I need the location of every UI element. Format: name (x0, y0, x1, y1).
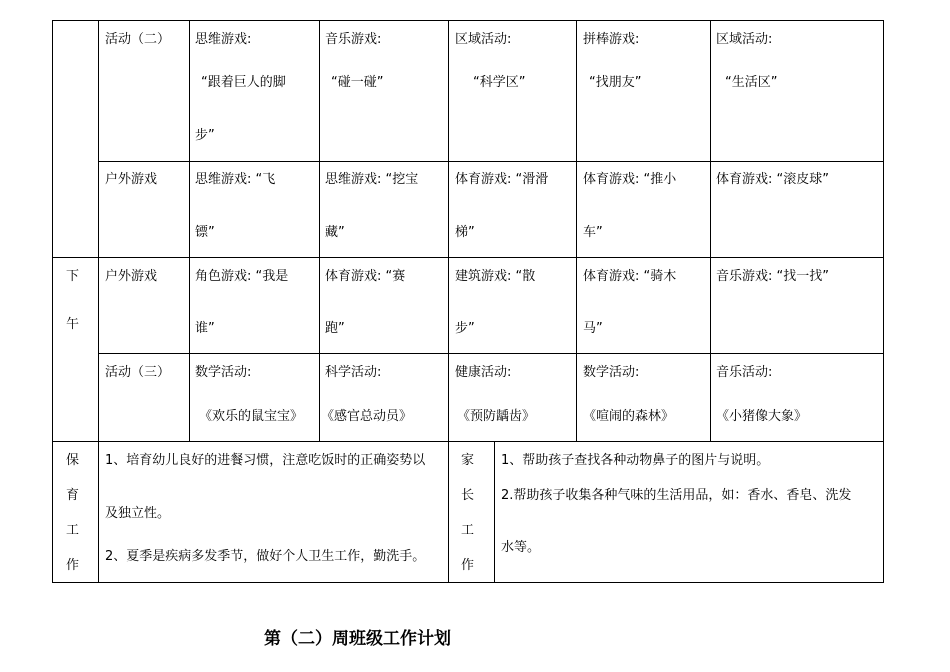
table-cell-line: 体育游戏: “滑滑 (455, 172, 549, 187)
table-border-left (52, 20, 53, 583)
col-divider-6 (710, 20, 711, 442)
table-cell-line: 跑” (325, 321, 345, 336)
table-cell-line: 体育游戏: “推小 (583, 172, 677, 187)
row-divider-4 (52, 441, 884, 442)
table-cell-line: 建筑游戏: “散 (455, 269, 536, 284)
row-divider-3 (98, 353, 884, 354)
row-label: 户外游戏 (105, 172, 158, 187)
parent-label-char: 家 (461, 453, 475, 468)
afternoon-label-char: 午 (66, 317, 80, 332)
row-label: 活动（三） (105, 365, 171, 380)
table-cell-line: “找朋友” (589, 75, 642, 90)
table-border-bottom (52, 582, 884, 583)
table-cell-line: 音乐活动: (716, 365, 773, 380)
table-cell-line: 思维游戏: “挖宝 (325, 172, 419, 187)
parent-text-line: 1、帮助孩子查找各种动物鼻子的图片与说明。 (501, 453, 770, 468)
care-label-char: 保 (66, 453, 80, 468)
table-cell-line: “科学区” (473, 75, 526, 90)
care-label-char: 工 (66, 523, 80, 538)
table-cell-line: 梯” (455, 225, 475, 240)
care-text-line: 及独立性。 (105, 506, 171, 521)
table-cell-line: 《感官总动员》 (321, 409, 413, 424)
care-text-line: 1、培育幼儿良好的进餐习惯，注意吃饭时的正确姿势以 (105, 453, 426, 468)
parent-text-line: 2.帮助孩子收集各种气味的生活用品，如：香水、香皂、洗发 (501, 488, 852, 503)
table-cell-line: 体育游戏: “骑木 (583, 269, 677, 284)
table-cell-line: 步” (195, 128, 215, 143)
table-cell-line: 镖” (195, 225, 215, 240)
table-cell-line: 区域活动: (716, 32, 773, 47)
table-cell-line: 拼棒游戏: (583, 32, 640, 47)
parent-label-char: 作 (461, 558, 475, 573)
table-cell-line: 车” (583, 225, 603, 240)
row-label: 户外游戏 (105, 269, 158, 284)
col-divider-4 (448, 20, 449, 583)
table-cell-line: 《预防龋齿》 (457, 409, 536, 424)
col-divider-5 (576, 20, 577, 442)
table-cell-line: “生活区” (725, 75, 778, 90)
table-cell-line: 步” (455, 321, 475, 336)
table-cell-line: 《喧闹的森林》 (583, 409, 675, 424)
table-cell-line: 音乐游戏: “找一找” (716, 269, 829, 284)
table-cell-line: 音乐游戏: (325, 32, 382, 47)
col-divider-2 (189, 20, 190, 442)
row-label: 活动（二） (105, 32, 171, 47)
table-cell-line: 马” (583, 321, 603, 336)
table-cell-line: 《小猪像大象》 (716, 409, 808, 424)
afternoon-label-char: 下 (66, 269, 80, 284)
table-cell-line: 体育游戏: “赛 (325, 269, 406, 284)
care-label-char: 作 (66, 558, 80, 573)
col-divider-7 (494, 441, 495, 583)
care-text-line: 2、夏季是疾病多发季节，做好个人卫生工作，勤洗手。 (105, 549, 426, 564)
table-cell-line: 《欢乐的鼠宝宝》 (199, 409, 304, 424)
row-divider-2 (52, 257, 884, 258)
col-divider-3 (319, 20, 320, 442)
table-cell-line: 体育游戏: “滚皮球” (716, 172, 829, 187)
table-cell-line: 谁” (195, 321, 215, 336)
parent-label-char: 工 (461, 523, 475, 538)
table-cell-line: 健康活动: (455, 365, 512, 380)
section-title-text: 第（二）周班级工作计划 (264, 629, 451, 649)
table-cell-line: 藏” (325, 225, 345, 240)
table-cell-line: 角色游戏: “我是 (195, 269, 289, 284)
row-divider-1 (98, 161, 884, 162)
table-cell-line: 科学活动: (325, 365, 382, 380)
table-cell-line: 思维游戏: (195, 32, 252, 47)
care-label-char: 育 (66, 488, 80, 503)
parent-text-line: 水等。 (501, 540, 541, 555)
table-cell-line: “碰一碰” (331, 75, 384, 90)
table-cell-line: 区域活动: (455, 32, 512, 47)
table-cell-line: “跟着巨人的脚 (201, 75, 286, 90)
table-border-right (883, 20, 884, 583)
table-cell-line: 思维游戏: “飞 (195, 172, 276, 187)
table-border-top (52, 20, 884, 21)
col-divider-1 (98, 20, 99, 583)
table-cell-line: 数学活动: (195, 365, 252, 380)
table-cell-line: 数学活动: (583, 365, 640, 380)
parent-label-char: 长 (461, 488, 475, 503)
